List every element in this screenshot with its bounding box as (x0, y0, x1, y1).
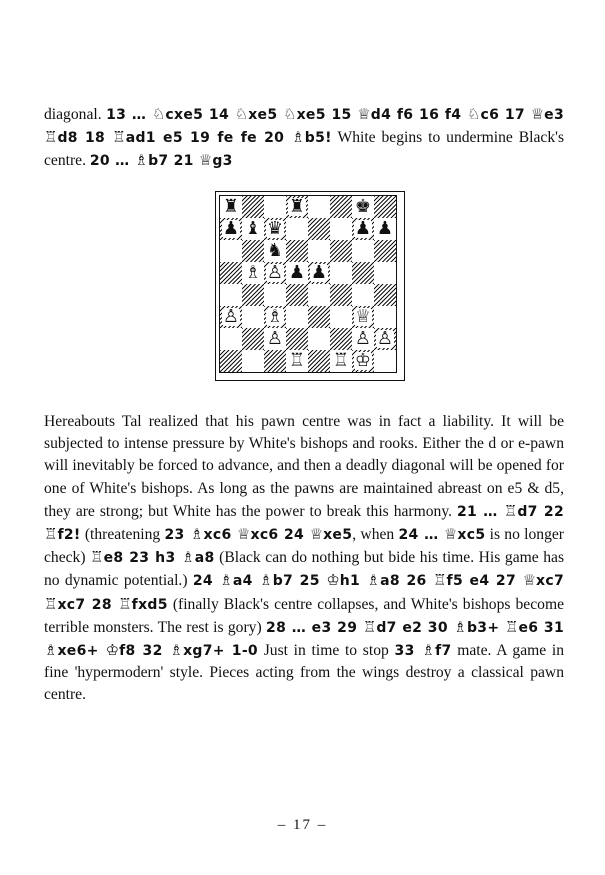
piece-figurine-icon: ♘ (151, 105, 166, 123)
move-notation: 23 (164, 527, 191, 544)
move-notation: a8 (194, 550, 215, 567)
board-square (352, 218, 374, 240)
board-square (308, 218, 330, 240)
piece-figurine-icon: ♖ (90, 548, 104, 567)
move-notation: b3+ (466, 619, 505, 636)
piece-figurine-icon: ♕ (198, 151, 213, 170)
white-pawn-icon: ♙ (376, 328, 394, 349)
piece-figurine-icon: ♖ (503, 501, 518, 520)
board-square (374, 262, 396, 284)
move-notation: h1 (339, 573, 367, 590)
page-number: – 17 – (277, 817, 328, 833)
piece-figurine-icon: ♕ (237, 525, 251, 544)
board-square (242, 240, 264, 262)
chess-board (219, 195, 397, 373)
move-notation: xc7 (536, 573, 565, 590)
piece-figurine-icon: ♗ (190, 525, 204, 544)
move-notation: xc5 (457, 527, 486, 544)
piece-figurine-icon: ♗ (259, 571, 273, 590)
board-square (264, 350, 286, 372)
commentary-text: (finally Black's centre collapses, and White's bishops become terrible monsters. The rest is gory) (44, 595, 565, 636)
commentary-text: Just in time to stop (257, 642, 395, 660)
board-square (330, 306, 352, 328)
piece-figurine-icon: ♗ (421, 641, 436, 660)
board-square (242, 306, 264, 328)
move-notation: 13 … (106, 107, 152, 123)
black-pawn-icon: ♟ (376, 218, 394, 239)
commentary-text: (threatening (80, 526, 165, 544)
board-square (242, 284, 264, 306)
move-notation: b5! (304, 130, 332, 147)
move-notation: xe5 15 (296, 107, 358, 123)
piece-figurine-icon: ♖ (505, 617, 519, 636)
white-rook-icon: ♖ (332, 350, 350, 371)
board-square (308, 306, 330, 328)
move-notation: e8 23 h3 (103, 550, 182, 567)
move-notation: f5 e4 27 (446, 573, 523, 590)
white-queen-icon: ♕ (354, 306, 372, 327)
move-notation: e3 (544, 107, 564, 123)
board-square (220, 262, 242, 284)
move-notation: 20 … (89, 153, 135, 170)
board-square (330, 196, 352, 218)
black-bishop-icon: ♝ (244, 218, 262, 239)
commentary-text: Hereabouts Tal realized that his pawn centre was in fact a liability. It will be subjected to intense pressure by White's bishops and rooks. Either the d or e-pawn will inevitably be forced to advance, and then a deadly diagonal will be opened for one of White's bishops. As long as the pawns are maintained abreast on e5 & d5, they are strong; but White has the power to break this harmony. (44, 413, 564, 520)
board-square (286, 240, 308, 262)
move-notation: 24 (192, 573, 220, 590)
board-square (352, 350, 374, 372)
piece-figurine-icon: ♘ (283, 105, 297, 123)
board-square (308, 350, 330, 372)
move-notation: d8 18 (57, 130, 113, 147)
move-notation: xe5 (248, 107, 284, 123)
paragraph-game-moves-intro (44, 103, 564, 173)
black-rook-icon: ♜ (288, 196, 306, 217)
commentary-text: mate. A game in fine 'hypermodern' style. Pieces acting from the wings destroy a classical pawn centre. (44, 642, 565, 704)
move-notation: e6 31 (518, 619, 565, 636)
white-pawn-icon: ♙ (266, 328, 284, 349)
piece-figurine-icon: ♖ (118, 594, 132, 613)
board-square (330, 262, 352, 284)
move-notation: 24 … (398, 527, 444, 544)
board-square (352, 284, 374, 306)
board-square (330, 350, 352, 372)
piece-figurine-icon: ♖ (44, 525, 58, 544)
board-square (308, 262, 330, 284)
move-notation: d4 f6 16 f4 (370, 107, 468, 123)
board-square (374, 350, 396, 372)
piece-figurine-icon: ♗ (219, 571, 233, 590)
board-square (264, 218, 286, 240)
piece-figurine-icon: ♗ (181, 548, 195, 567)
piece-figurine-icon: ♖ (112, 128, 126, 147)
board-square (242, 350, 264, 372)
piece-figurine-icon: ♔ (105, 641, 120, 660)
board-square (264, 284, 286, 306)
board-square (330, 240, 352, 262)
move-notation: cxe5 14 (165, 107, 235, 123)
board-square (242, 262, 264, 284)
board-square (308, 196, 330, 218)
board-square (286, 328, 308, 350)
white-king-icon: ♔ (354, 350, 372, 371)
board-square (374, 196, 396, 218)
board-square (352, 328, 374, 350)
board-square (242, 328, 264, 350)
board-square (264, 240, 286, 262)
black-pawn-icon: ♟ (222, 218, 240, 239)
board-square (286, 218, 308, 240)
board-square (286, 262, 308, 284)
board-square (374, 306, 396, 328)
black-queen-icon: ♛ (266, 218, 284, 239)
piece-figurine-icon: ♘ (467, 105, 481, 123)
black-pawn-icon: ♟ (310, 262, 328, 283)
piece-figurine-icon: ♖ (433, 571, 447, 590)
move-notation: xg7+ 1-0 (183, 643, 258, 660)
move-notation: b7 21 (148, 153, 199, 170)
move-notation: xc6 (203, 527, 238, 544)
piece-figurine-icon: ♕ (309, 525, 324, 544)
white-pawn-icon: ♙ (354, 328, 372, 349)
piece-figurine-icon: ♗ (453, 617, 467, 636)
board-square (286, 350, 308, 372)
white-pawn-icon: ♙ (222, 306, 240, 327)
board-square (374, 240, 396, 262)
board-square (352, 240, 374, 262)
move-notation: xc6 24 (250, 527, 310, 544)
board-square (264, 328, 286, 350)
move-notation: d7 e2 30 (376, 619, 454, 636)
board-square (220, 218, 242, 240)
board-square (374, 328, 396, 350)
move-notation: a4 (232, 573, 260, 590)
commentary-text: diagonal. (44, 106, 107, 123)
piece-figurine-icon: ♖ (362, 617, 377, 636)
board-square (352, 262, 374, 284)
white-bishop-icon: ♗ (244, 262, 262, 283)
board-square (308, 284, 330, 306)
piece-figurine-icon: ♕ (530, 105, 545, 123)
board-square (220, 284, 242, 306)
move-notation: a8 26 (380, 573, 434, 590)
move-notation: xe6+ (57, 643, 106, 660)
piece-figurine-icon: ♕ (357, 105, 371, 123)
black-pawn-icon: ♟ (354, 218, 372, 239)
move-notation: 21 … (456, 503, 504, 520)
piece-figurine-icon: ♗ (291, 128, 305, 147)
piece-figurine-icon: ♖ (44, 594, 58, 613)
move-notation: f7 (435, 643, 452, 660)
chess-diagram (215, 191, 405, 381)
commentary-text: , when (352, 526, 399, 544)
board-square (220, 196, 242, 218)
black-knight-icon: ♞ (266, 240, 284, 261)
board-square (352, 306, 374, 328)
commentary-text: (Black can do nothing but bide his time. His game has no dynamic potential.) (44, 549, 565, 590)
board-square (242, 218, 264, 240)
move-notation: g3 (212, 153, 233, 170)
board-square (308, 328, 330, 350)
piece-figurine-icon: ♗ (134, 151, 149, 170)
board-square (330, 284, 352, 306)
piece-figurine-icon: ♔ (326, 571, 340, 590)
board-square (264, 306, 286, 328)
board-square (286, 284, 308, 306)
board-square (352, 196, 374, 218)
move-notation: b7 25 (272, 573, 327, 590)
move-notation: d7 22 (517, 503, 565, 520)
move-notation: xc7 28 (57, 596, 119, 613)
move-notation: f8 32 (119, 643, 170, 660)
white-pawn-icon: ♙ (266, 262, 284, 283)
board-square (264, 262, 286, 284)
piece-figurine-icon: ♘ (234, 105, 249, 123)
black-rook-icon: ♜ (222, 196, 240, 217)
piece-figurine-icon: ♕ (443, 525, 458, 544)
board-square (330, 328, 352, 350)
move-notation: xe5 (323, 527, 353, 544)
board-square (220, 350, 242, 372)
board-square (308, 240, 330, 262)
piece-figurine-icon: ♕ (522, 571, 537, 590)
board-square (286, 306, 308, 328)
black-king-icon: ♚ (354, 196, 372, 217)
piece-figurine-icon: ♗ (44, 641, 58, 660)
black-pawn-icon: ♟ (288, 262, 306, 283)
move-notation: ad1 e5 19 fe fe 20 (125, 130, 292, 147)
white-rook-icon: ♖ (288, 350, 306, 371)
board-square (220, 306, 242, 328)
move-notation: c6 17 (480, 107, 531, 123)
board-square (242, 196, 264, 218)
board-square (374, 218, 396, 240)
board-square (220, 240, 242, 262)
board-square (374, 284, 396, 306)
move-notation: 33 (394, 643, 422, 660)
board-square (286, 196, 308, 218)
commentary-text: is no longer check) (44, 526, 564, 567)
white-bishop-icon: ♗ (266, 306, 284, 327)
commentary-text: White begins to undermine Black's centre. (44, 129, 565, 170)
move-notation: f2! (57, 527, 81, 544)
board-square (264, 196, 286, 218)
move-notation: 28 … e3 29 (266, 619, 363, 636)
move-notation: fxd5 (131, 596, 168, 613)
piece-figurine-icon: ♗ (366, 571, 381, 590)
piece-figurine-icon: ♗ (169, 641, 184, 660)
board-square (330, 218, 352, 240)
piece-figurine-icon: ♖ (44, 128, 58, 147)
board-square (220, 328, 242, 350)
paragraph-annotation (44, 411, 564, 707)
